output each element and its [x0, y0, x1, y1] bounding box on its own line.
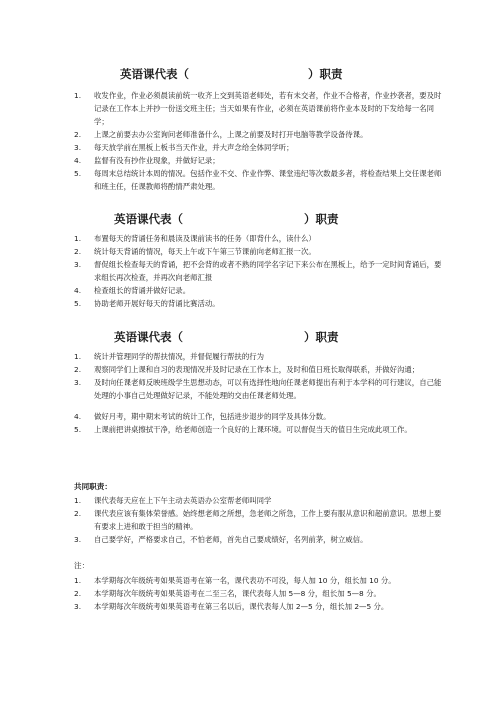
list-item: 1. 收发作业，作业必须晨读前统一收齐上交到英语老师处，若有未交者，作业不合格者，作业抄袭者，要及时记录在工作本上并抄一份送交班主任；当天如果有作业，必须在英语课前将作业本及时的下发给每一名同学； [74, 91, 442, 126]
list-item: 4. 做好月考，期中期末考试的统计工作，包括进步退步的同学及具体分数。 [74, 412, 331, 421]
list-item: 5. 协助老师开展好每天的背诵比赛活动。 [74, 299, 220, 308]
section-1-list [74, 89, 442, 193]
section-2-list [74, 232, 442, 310]
list-item: 2. 上课之前要去办公室询问老师准备什么，上课之前要及时打开电脑等教学设备待课。 [74, 130, 368, 139]
notes-list [74, 574, 442, 613]
list-item: 1. 统计并管理同学的帮扶情况，并督促履行帮扶的行为 [74, 352, 264, 361]
list-item: 2. 本学期每次年级统考如果英语考在二至三名，课代表每人加 5—8 分，组长加 5—8 分。 [74, 589, 381, 598]
list-item: 3. 每天放学前在黑板上板书当天作业，并大声念给全体同学听； [74, 143, 294, 152]
notes-label: 注： [74, 561, 90, 570]
section-3-title [114, 329, 354, 345]
list-item: 5. 每周末总结统计本周的情况。包括作业不交、作业作弊、课堂违纪等次数最多者，将检查结果上交任课老师和班主任，任课教师将酌情严肃处理。 [74, 169, 442, 191]
section-3-title-right: ）职责 [304, 330, 339, 344]
section-1-title-right: ）职责 [308, 67, 343, 81]
list-item: 4. 监督有没有抄作业现象，并做好记录； [74, 156, 220, 165]
list-item: 1. 本学期每次年级统考如果英语考在第一名，课代表功不可没，每人加 10 分，组长加 10 分。 [74, 576, 396, 585]
list-item: 4. 检查组长的背诵并做好记录。 [74, 286, 191, 295]
section-3-title-left: 英语课代表（ [114, 330, 183, 344]
section-2-title-left: 英语课代表（ [114, 212, 183, 226]
list-item: 5. 上课前把讲桌擦拭干净，给老师创造一个良好的上课环境。可以督促当天的值日生完成此项工作。 [74, 425, 412, 434]
list-item: 3. 及时向任课老师反映班级学生思想动态，可以有选择性地向任课老师提出有利于本学科的可行建议，自己能处理的小事自己处理做好记录，不能处理的交由任课老师处理。 [74, 378, 442, 400]
section-2-title [114, 211, 354, 227]
common-duties-label: 共同职责： [74, 482, 112, 491]
list-item: 2. 观察同学们上课和自习的表现情况并及时记录在工作本上，及时和值日班长取得联系，并做好沟通； [74, 365, 420, 374]
list-item: 2. 课代表应该有集体荣誉感。始终想老师之所想，急老师之所急，工作上要有服从意识和超前意识。思想上要有要求上进和敢于担当的精神。 [74, 509, 442, 531]
section-1-title-left: 英语课代表（ [120, 67, 189, 81]
list-item: 1. 课代表每天应在上下午主动去英语办公室帮老师叫同学 [74, 496, 272, 505]
list-item: 2. 统计每天背诵的情况，每天上午或下午第三节课前向老师汇报一次。 [74, 247, 316, 256]
section-2-title-right: ）职责 [304, 212, 339, 226]
list-item: 3. 自己要学好，严格要求自己，不怕老师，首先自己要成绩好，名列前茅，树立威信。 [74, 535, 368, 544]
common-duties-list [74, 494, 442, 546]
list-item: 3. 督促组长检查每天的背诵，把不会背的或者不熟的同学名字记下来公布在黑板上，给予一定时间背诵后，要求组长再次检查，并再次向老师汇报 [74, 260, 442, 282]
section-3-list [74, 350, 442, 436]
list-item: 3. 本学期每次年级统考如果英语考在第三名以后，课代表每人加 2—5 分，组长加 2—5 分。 [74, 602, 389, 611]
list-item: 1. 布置每天的背诵任务和晨读及课前读书的任务（即背什么，读什么） [74, 234, 316, 243]
section-1-title [120, 66, 350, 82]
